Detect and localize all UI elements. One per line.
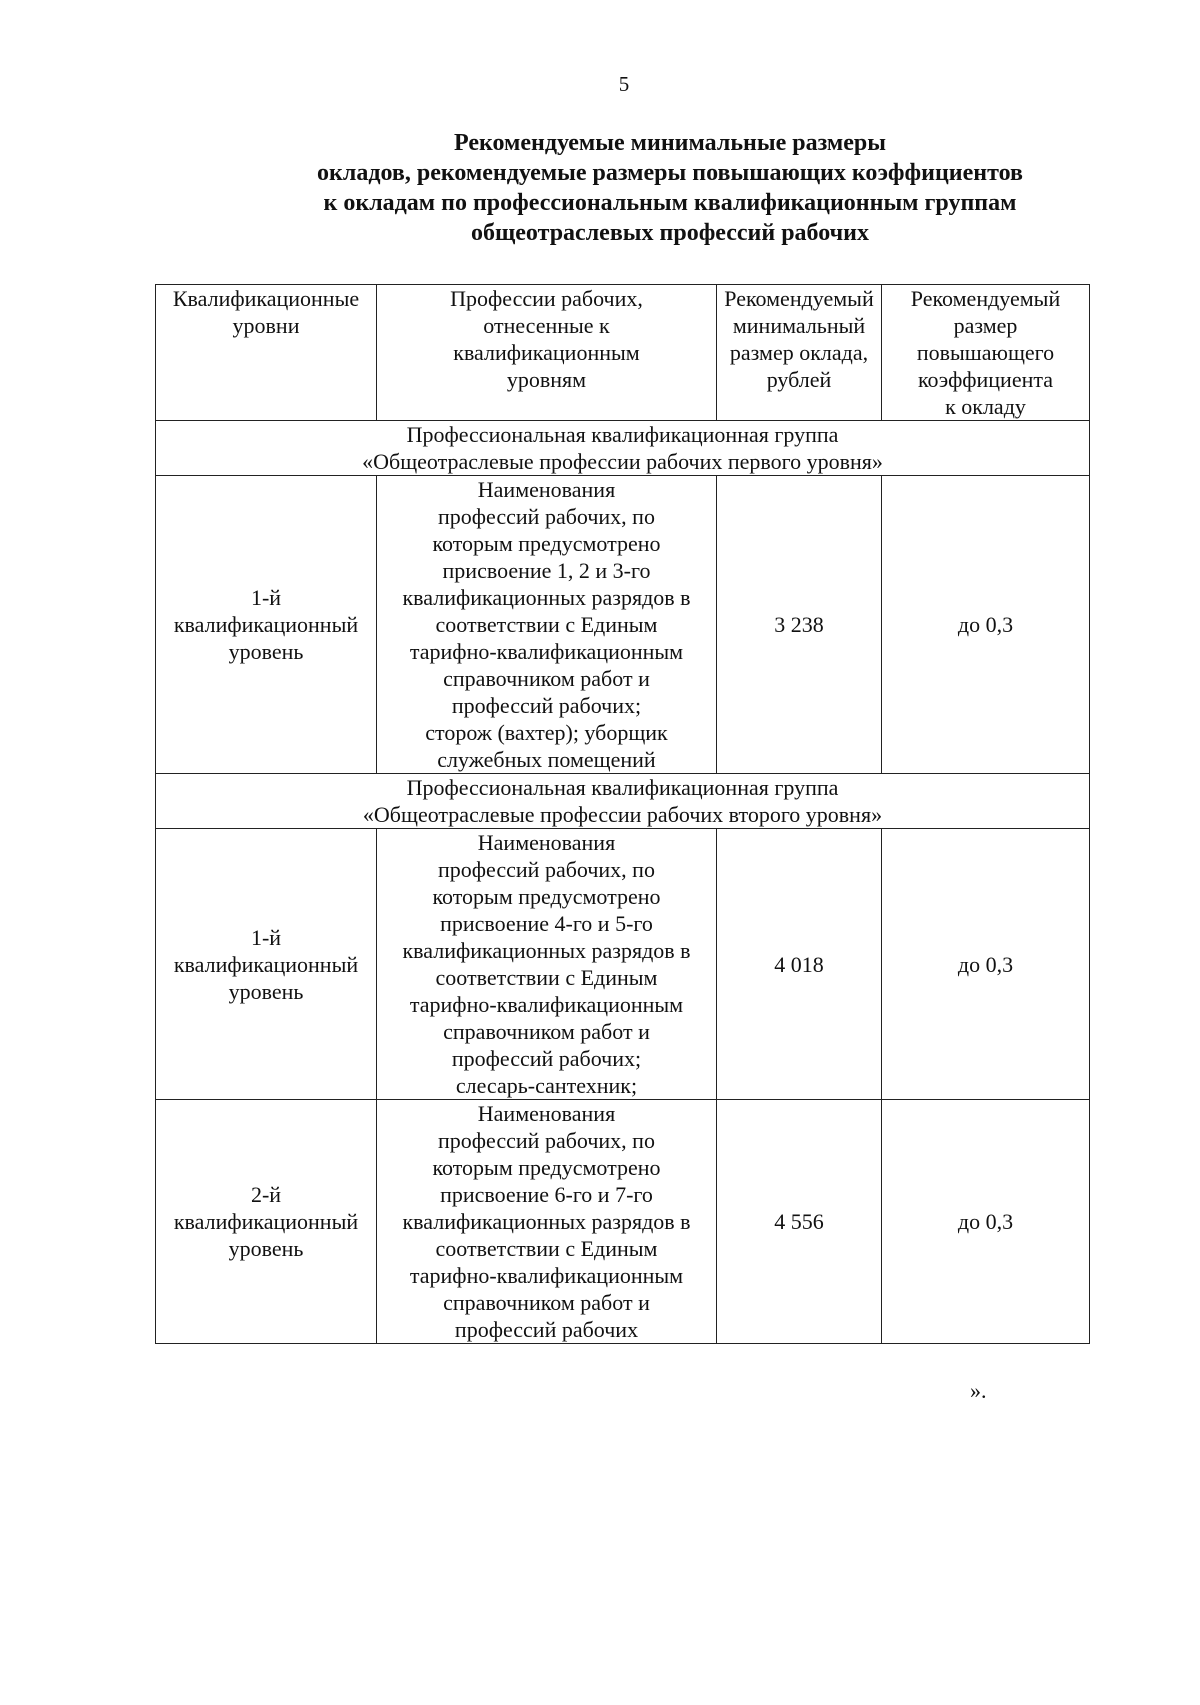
group-heading-row (156, 421, 1090, 476)
wage-table (155, 284, 1090, 1344)
document-title (230, 128, 1110, 248)
salary-cell: 3 238 (717, 476, 882, 774)
page-number: 5 (618, 72, 630, 96)
table-row (156, 476, 1090, 774)
level-cell: 1-й квалификационный уровень (156, 476, 377, 774)
professions-cell: Наименования профессий рабочих, по которым предусмотрено присвоение 4-го и 5-го квалификационных разрядов в соответствии с Единым тарифно-квалификационным справочником работ и профессий рабочих; слесарь-сантехник; (377, 829, 717, 1100)
header-level: Квалификационные уровни (156, 285, 377, 421)
group-title: Профессиональная квалификационная группа «Общеотраслевые профессии рабочих первого уровня» (156, 421, 1090, 476)
coefficient-cell: до 0,3 (882, 476, 1090, 774)
title-line: окладов, рекомендуемые размеры повышающих коэффициентов (317, 160, 1023, 186)
professions-cell: Наименования профессий рабочих, по которым предусмотрено присвоение 1, 2 и 3-го квалификационных разрядов в соответствии с Единым тарифно-квалификационным справочником работ и профессий рабочих; сторож (вахтер); уборщик служебных помещений (377, 476, 717, 774)
coefficient-cell: до 0,3 (882, 829, 1090, 1100)
table-row (156, 1100, 1090, 1344)
title-line: общеотраслевых профессий рабочих (471, 220, 869, 246)
closing-quote-mark: ». (970, 1378, 987, 1403)
coefficient-cell: до 0,3 (882, 1100, 1090, 1344)
level-cell: 1-й квалификационный уровень (156, 829, 377, 1100)
table-row (156, 829, 1090, 1100)
level-cell: 2-й квалификационный уровень (156, 1100, 377, 1344)
header-coefficient: Рекомендуемый размер повышающего коэффициента к окладу (882, 285, 1090, 421)
header-salary: Рекомендуемый минимальный размер оклада, рублей (717, 285, 882, 421)
salary-cell: 4 556 (717, 1100, 882, 1344)
header-professions: Профессии рабочих, отнесенные к квалификационным уровням (377, 285, 717, 421)
title-line: к окладам по профессиональным квалификационным группам (323, 190, 1017, 216)
salary-cell: 4 018 (717, 829, 882, 1100)
table-header-row (156, 285, 1090, 421)
title-line: Рекомендуемые минимальные размеры (453, 130, 886, 156)
group-title: Профессиональная квалификационная группа «Общеотраслевые профессии рабочих второго уровня» (156, 774, 1090, 829)
group-heading-row (156, 774, 1090, 829)
professions-cell: Наименования профессий рабочих, по которым предусмотрено присвоение 6-го и 7-го квалификационных разрядов в соответствии с Единым тарифно-квалификационным справочником работ и профессий рабочих (377, 1100, 717, 1344)
